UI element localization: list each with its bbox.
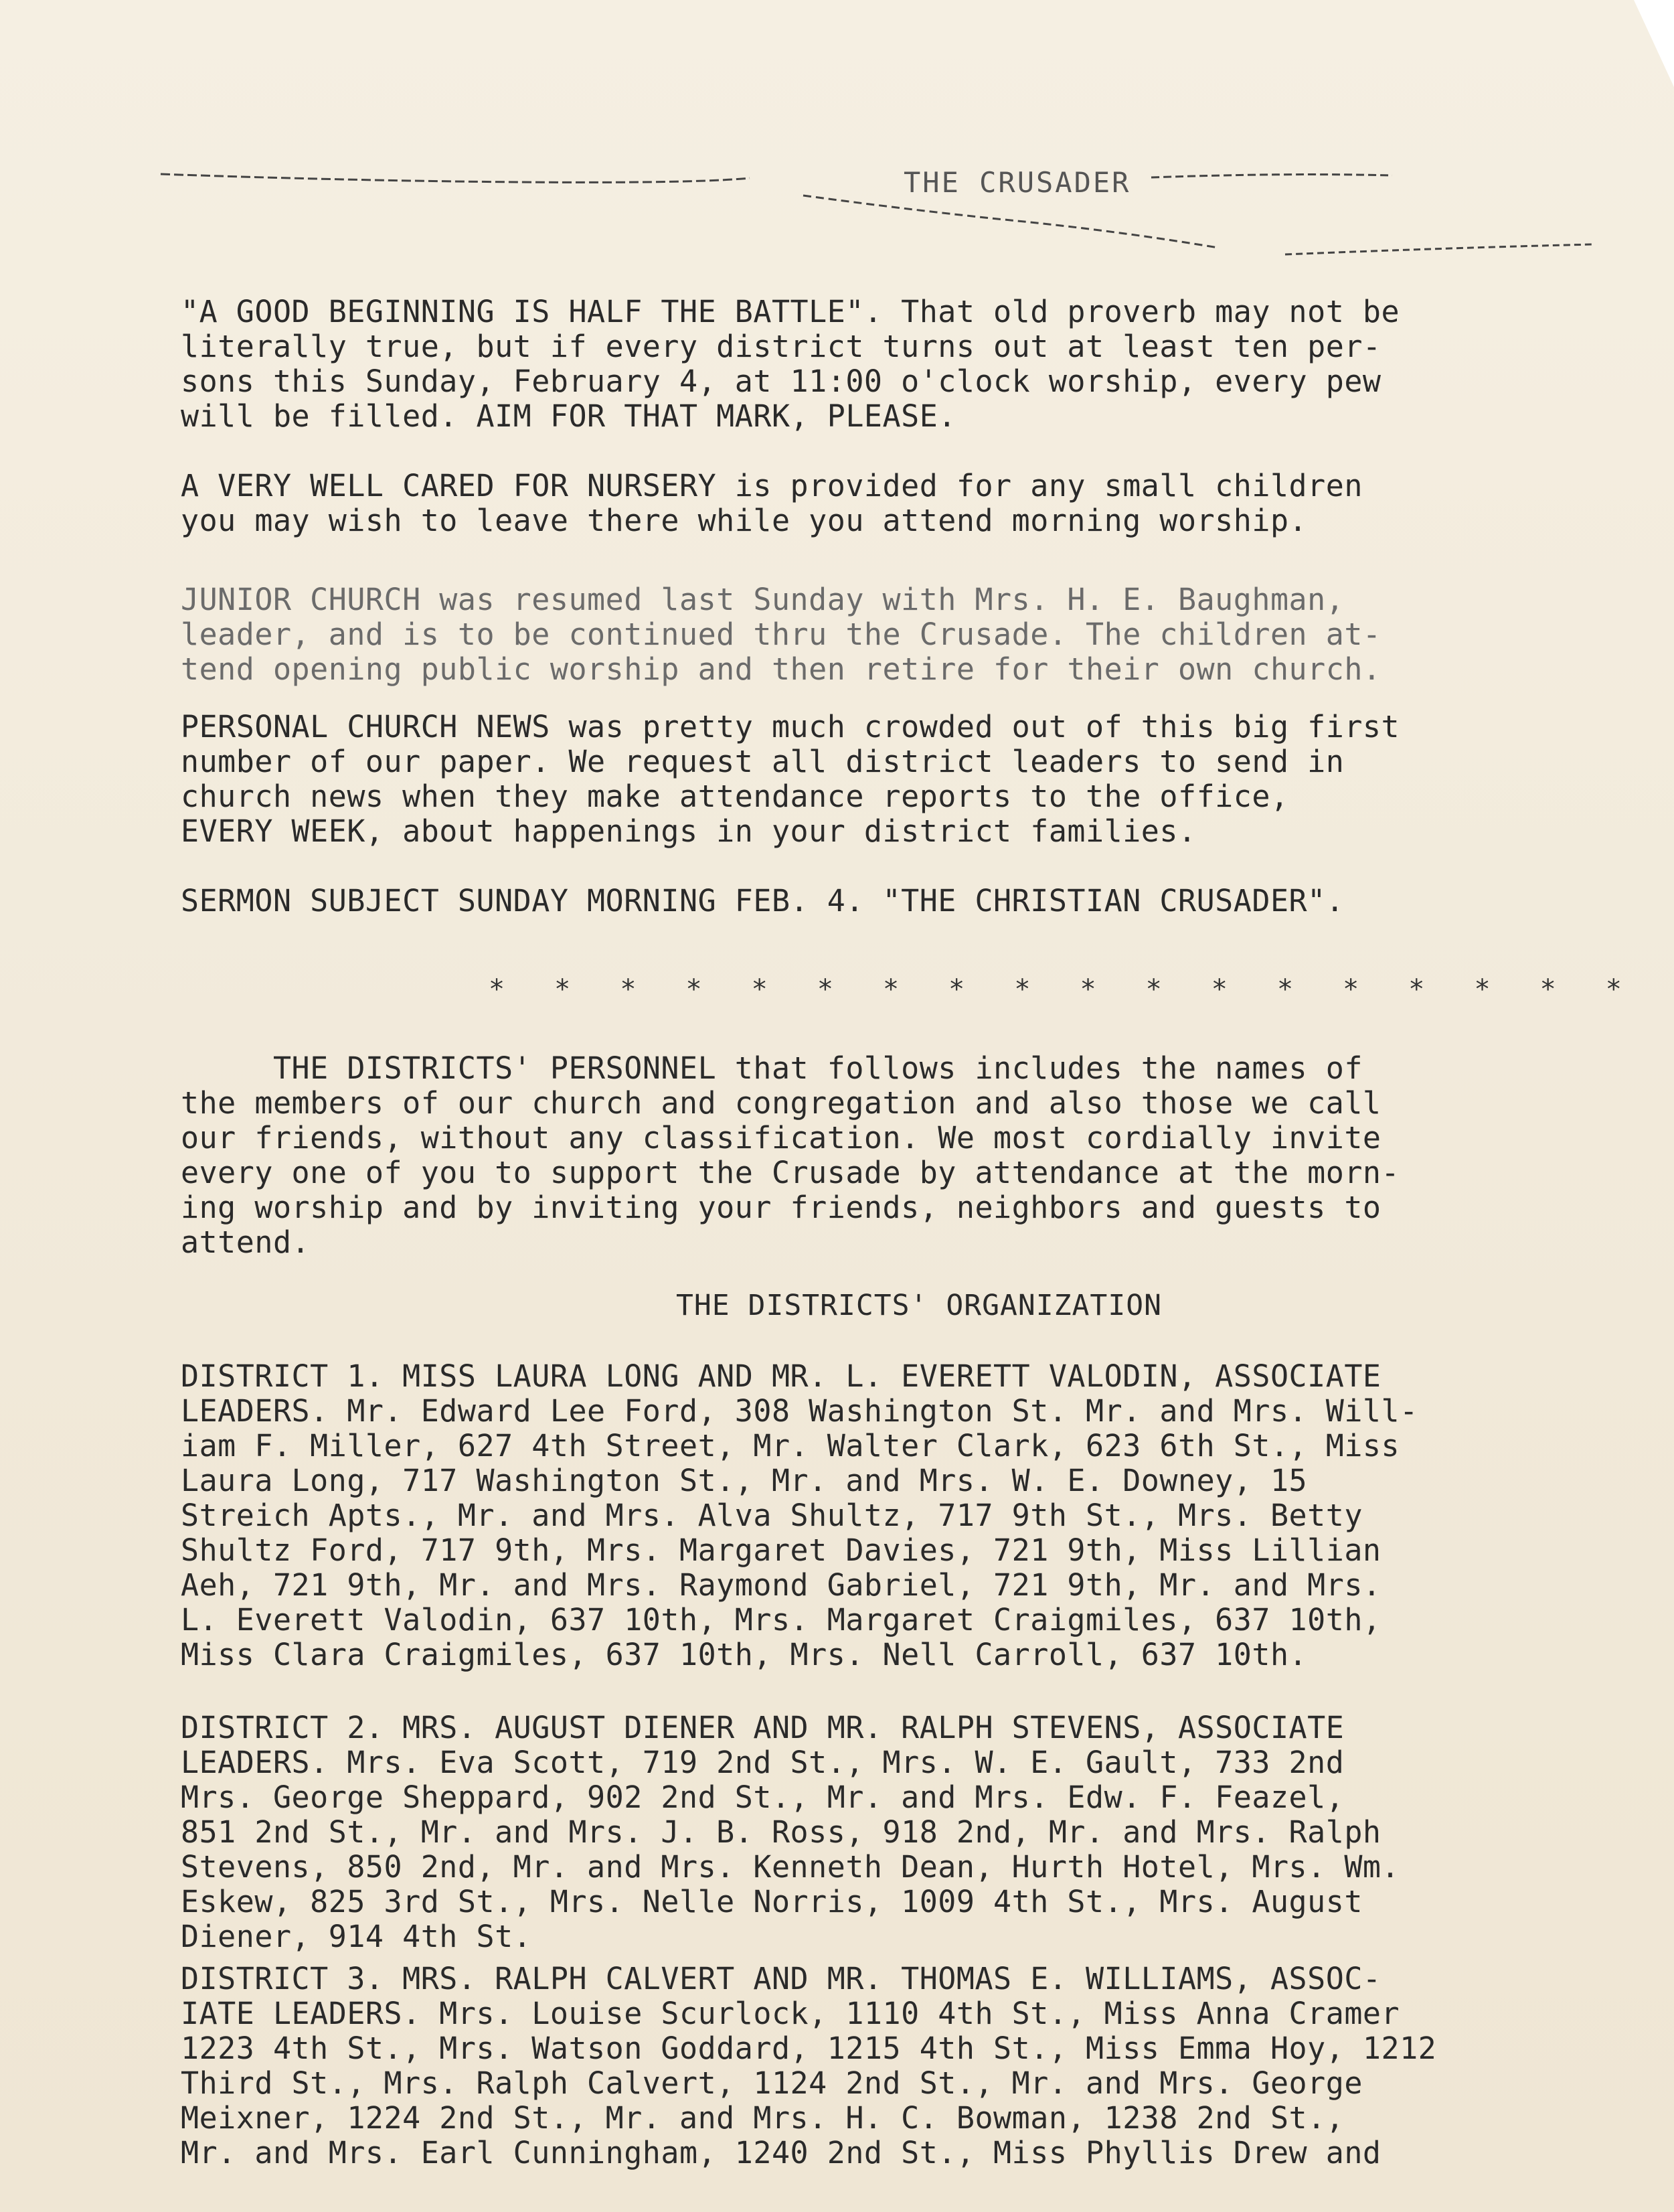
paragraph-district-2: DISTRICT 2. MRS. AUGUST DIENER AND MR. RALPH STEVENS, ASSOCIATE LEADERS. Mrs. Eva Scott, 719 2nd St., Mrs. W. E. Gault, 733 2nd Mrs. George Sheppard, 902 2nd St., Mr. and Mrs. Edw. F. Feazel, 851 2nd St., Mr. and Mrs. J. B. Ross, 918 2nd, Mr. and Mrs. Ralph Stevens, 850 2nd, Mr. and Mrs. Kenneth Dean, Hurth Hotel, Mrs. Wm. Eskew, 825 3rd St., Mrs. Nelle Norris, 1009 4th St., Mrs. August Diener, 914 4th St. xyxy=(181,1710,1400,1954)
masthead xyxy=(147,147,1606,281)
paragraph-junior-church: JUNIOR CHURCH was resumed last Sunday with Mrs. H. E. Baughman, leader, and is to be continued thru the Crusade. The children at- tend opening public worship and then retire for their own church. xyxy=(181,582,1382,687)
paragraph-district-1: DISTRICT 1. MISS LAURA LONG AND MR. L. EVERETT VALODIN, ASSOCIATE LEADERS. Mr. Edward Lee Ford, 308 Washington St. Mr. and Mrs. Will- iam F. Miller, 627 4th Street, Mr. Walter Clark, 623 6th St., Miss Laura Long, 717 Washington St., Mr. and Mrs. W. E. Downey, 15 Streich Apts., Mr. and Mrs. Alva Shultz, 717 9th St., Mrs. Betty Shultz Ford, 717 9th, Mrs. Margaret Davies, 721 9th, Miss Lillian Aeh, 721 9th, Mr. and Mrs. Raymond Gabriel, 721 9th, Mr. and Mrs. L. Everett Valodin, 637 10th, Mrs. Margaret Craigmiles, 637 10th, Miss Clara Craigmiles, 637 10th, Mrs. Nell Carroll, 637 10th. xyxy=(181,1358,1418,1672)
masthead-title: THE CRUSADER xyxy=(904,166,1131,199)
section-heading: THE DISTRICTS' ORGANIZATION xyxy=(676,1289,1162,1322)
masthead-rules xyxy=(147,147,1606,281)
paragraph-nursery: A VERY WELL CARED FOR NURSERY is provided for any small children you may wish to leave there while you attend morning worship. xyxy=(181,468,1363,538)
page-corner-fold xyxy=(1634,0,1674,87)
paragraph-district-3: DISTRICT 3. MRS. RALPH CALVERT AND MR. THOMAS E. WILLIAMS, ASSOC- IATE LEADERS. Mrs. Louise Scurlock, 1110 4th St., Miss Anna Cramer 1223 4th St., Mrs. Watson Goddard, 1215 4th St., Miss Emma Hoy, 1212 Third St., Mrs. Ralph Calvert, 1124 2nd St., Mr. and Mrs. George Meixner, 1224 2nd St., Mr. and Mrs. H. C. Bowman, 1238 2nd St., Mr. and Mrs. Earl Cunningham, 1240 2nd St., Miss Phyllis Drew and xyxy=(181,1961,1437,2170)
paragraph-personnel: THE DISTRICTS' PERSONNEL that follows includes the names of the members of our church and congregation and also those we call our friends, without any classification. We most cordially invite every one of you to support the Crusade by attendance at the morn- ing worship and by inviting your friends, neighbors and guests to attend. xyxy=(181,1050,1400,1260)
divider-stars: * * * * * * * * * * * * * * * * * * xyxy=(489,974,1639,1005)
paragraph-sermon: SERMON SUBJECT SUNDAY MORNING FEB. 4. "THE CHRISTIAN CRUSADER". xyxy=(181,883,1345,919)
paragraph-personal-news: PERSONAL CHURCH NEWS was pretty much crowded out of this big first number of our paper. We request all district leaders to send in church news when they make attendance reports to the office, EVERY WEEK, about happenings in your district families. xyxy=(181,709,1400,849)
paragraph-good-beginning: "A GOOD BEGINNING IS HALF THE BATTLE". That old proverb may not be literally true, but if every district turns out at least ten per- sons this Sunday, February 4, at 11:00 o'clock worship, every pew will be filled. AIM FOR THAT MARK, PLEASE. xyxy=(181,294,1400,434)
